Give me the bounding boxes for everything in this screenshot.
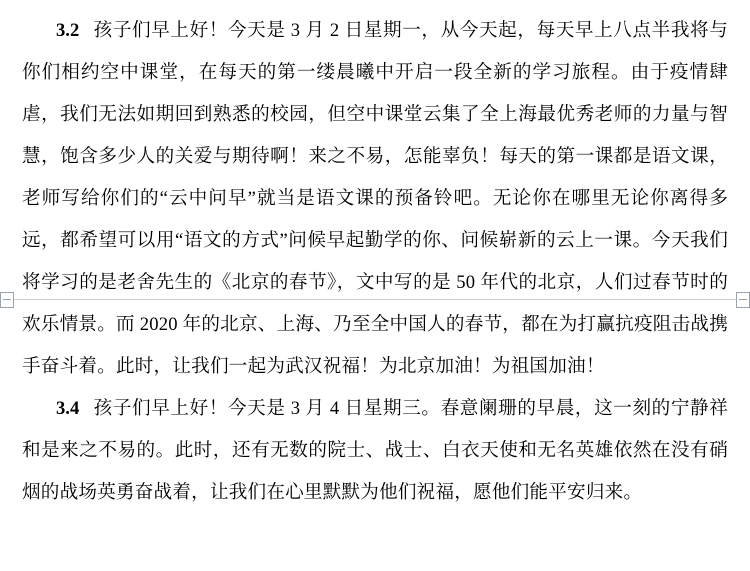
page-break-marker-left xyxy=(0,292,14,308)
paragraph-3-2 xyxy=(22,10,728,388)
paragraph-3-4 xyxy=(22,388,728,514)
paragraph-number: 3.2 xyxy=(56,20,80,41)
page-break-marker-right xyxy=(736,292,750,308)
paragraph-text: 孩子们早上好！今天是 3 月 2 日星期一，从今天起，每天早上八点半我将与你们相约空中课堂，在每天的第一缕晨曦中开启一段全新的学习旅程。由于疫情肆虐，我们无法如期回到熟悉的校园，但空中课堂云集了全上海最优秀老师的力量与智慧，饱含多少人的关爱与期待啊！来之不易，怎能辜负！每天的第一课都是语文课，老师写给你们的“云中问早”就当是语文课的预备铃吧。无论你在哪里无论你离得多远，都希望可以用“语文的方式”问候早起勤学的你、问候崭新的云上一课。今天我们将学习的是老舍先生的《北京的春节》，文中写的是 50 年代的北京，人们过春节时的欢乐情景。而 2020 年的北京、上海、乃至全中国人的春节，都在为打赢抗疫阻击战携手奋斗着。此时，让我们一起为武汉祝福！为北京加油！为祖国加油！ xyxy=(22,20,728,377)
page-break-rule xyxy=(14,299,736,300)
paragraph-number: 3.4 xyxy=(56,398,80,419)
paragraph-text: 孩子们早上好！今天是 3 月 4 日星期三。春意阑珊的早晨，这一刻的宁静祥和是来之不易的。此时，还有无数的院士、战士、白衣天使和无名英雄依然在没有硝烟的战场英勇奋战着，让我们在心里默默为他们祝福，愿他们能平安归来。 xyxy=(22,398,728,503)
